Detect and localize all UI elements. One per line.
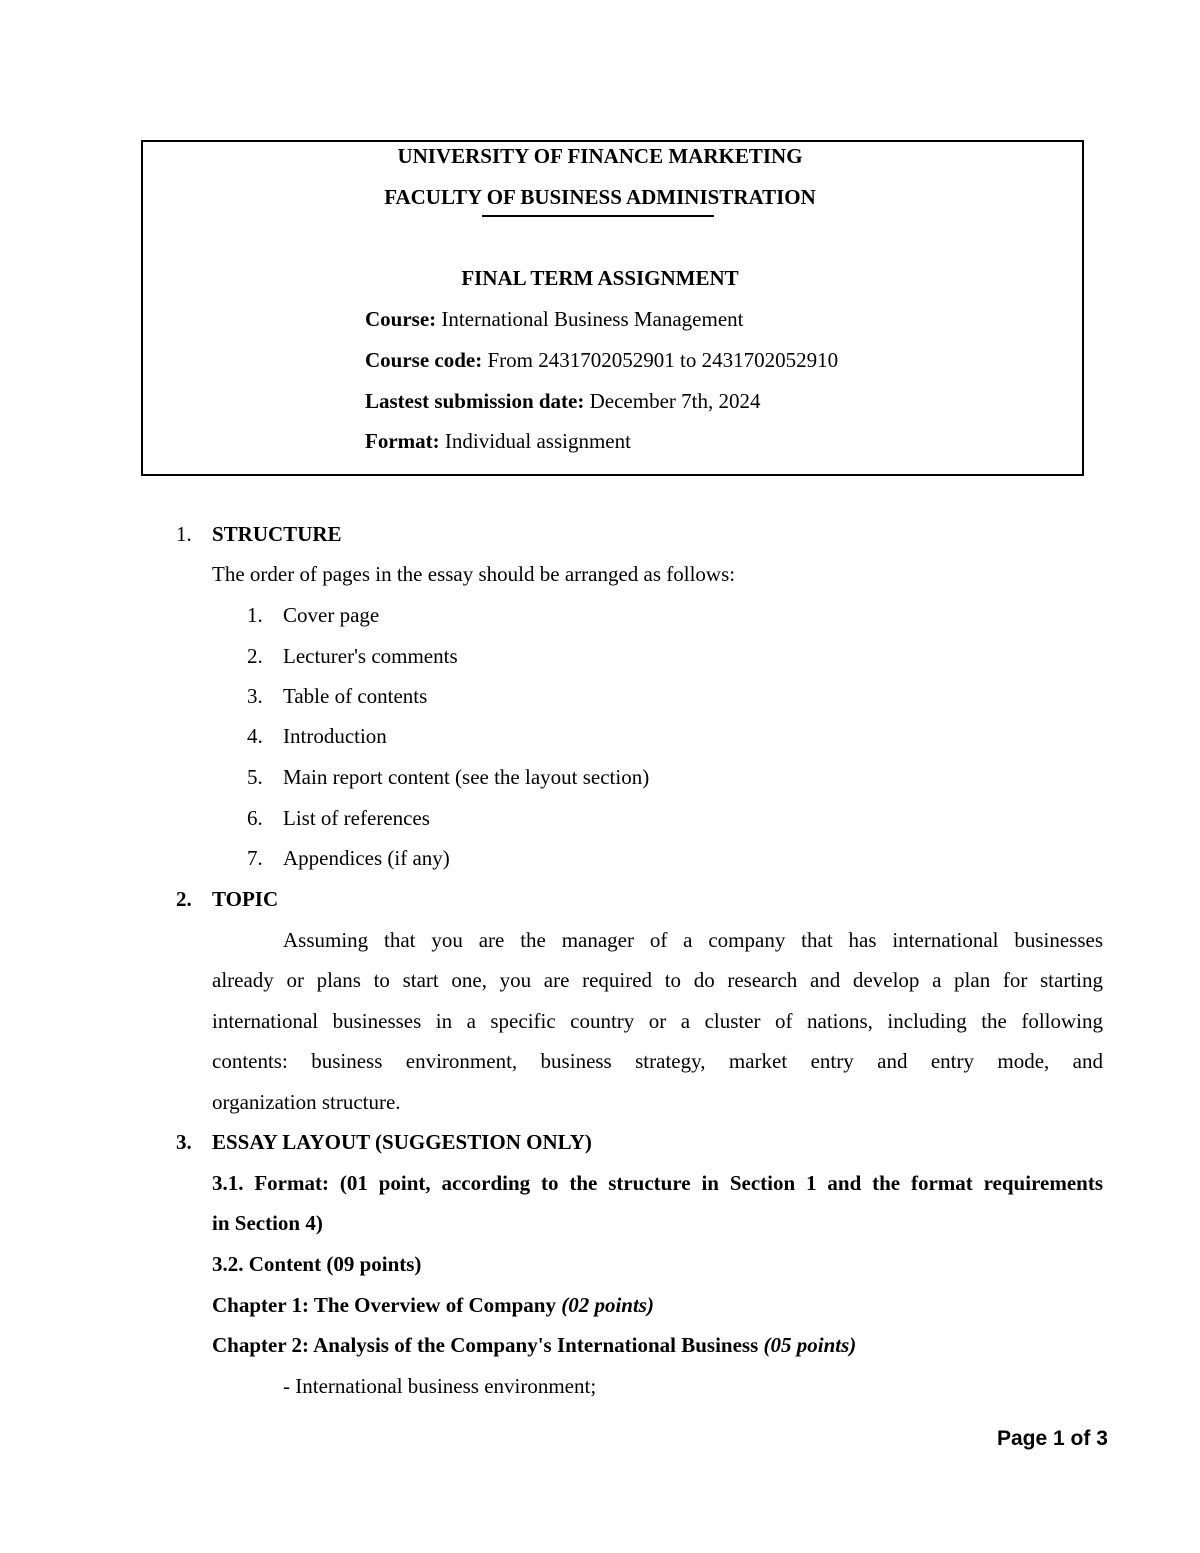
faculty-name: FACULTY OF BUSINESS ADMINISTRATION xyxy=(384,185,816,209)
format-label: Format: xyxy=(365,429,440,453)
format-line xyxy=(365,429,631,454)
submission-date-label: Lastest submission date: xyxy=(365,389,585,413)
format-points-line: 3.1. Format: (01 point, according to the structure in Section 1 and the format requirements xyxy=(212,1171,1103,1195)
chapter-1-points: (02 points) xyxy=(561,1293,654,1317)
header-divider xyxy=(482,215,714,217)
course-code-label: Course code: xyxy=(365,348,483,372)
list-item-number: 2. xyxy=(247,644,263,668)
list-item: Main report content (see the layout section) xyxy=(283,765,650,789)
list-item: Appendices (if any) xyxy=(283,846,450,870)
chapter-1-line xyxy=(212,1293,654,1318)
content-points-line: 3.2. Content (09 points) xyxy=(212,1252,422,1276)
list-item-number: 7. xyxy=(247,846,263,870)
list-item-number: 4. xyxy=(247,724,263,748)
structure-intro: The order of pages in the essay should be arranged as follows: xyxy=(212,562,736,586)
submission-date-line xyxy=(365,389,761,414)
structure-number: 1. xyxy=(176,522,192,546)
format-value: Individual assignment xyxy=(444,429,631,453)
list-item: Introduction xyxy=(283,724,387,748)
submission-date-value: December 7th, 2024 xyxy=(589,389,761,413)
topic-number: 2. xyxy=(176,887,192,911)
course-code-line xyxy=(365,348,838,373)
list-item-number: 1. xyxy=(247,603,263,627)
list-item: Cover page xyxy=(283,603,380,627)
page-number: Page 1 of 3 xyxy=(997,1427,1108,1450)
course-value: International Business Management xyxy=(441,307,744,331)
structure-heading: STRUCTURE xyxy=(212,522,342,546)
list-item: Table of contents xyxy=(283,684,428,708)
chapter-2-bullet: - International business environment; xyxy=(283,1374,597,1398)
chapter-1-title: Chapter 1: The Overview of Company xyxy=(212,1293,556,1317)
topic-paragraph-line: Assuming that you are the manager of a company that has international businesses xyxy=(283,928,1103,952)
assignment-title: FINAL TERM ASSIGNMENT xyxy=(461,266,739,290)
layout-heading: ESSAY LAYOUT (SUGGESTION ONLY) xyxy=(212,1130,592,1154)
list-item-number: 5. xyxy=(247,765,263,789)
format-points-line: in Section 4) xyxy=(212,1211,323,1235)
course-line xyxy=(365,307,744,332)
topic-paragraph-line: international businesses in a specific country or a cluster of nations, including the following xyxy=(212,1009,1103,1033)
chapter-2-points: (05 points) xyxy=(763,1333,857,1357)
topic-paragraph-line: already or plans to start one, you are required to do research and develop a plan for starting xyxy=(212,968,1103,992)
chapter-2-line xyxy=(212,1333,856,1358)
course-label: Course: xyxy=(365,307,437,331)
layout-number: 3. xyxy=(176,1130,192,1154)
topic-paragraph-line: organization structure. xyxy=(212,1090,401,1114)
topic-heading: TOPIC xyxy=(212,887,279,911)
chapter-2-title: Chapter 2: Analysis of the Company's International Business xyxy=(212,1333,759,1357)
list-item-number: 3. xyxy=(247,684,263,708)
course-code-value: From 2431702052901 to 2431702052910 xyxy=(487,348,839,372)
topic-paragraph-line: contents: business environment, business strategy, market entry and entry mode, and xyxy=(212,1049,1103,1073)
university-name: UNIVERSITY OF FINANCE MARKETING xyxy=(397,144,803,168)
list-item: List of references xyxy=(283,806,430,830)
list-item: Lecturer's comments xyxy=(283,644,458,668)
list-item-number: 6. xyxy=(247,806,263,830)
